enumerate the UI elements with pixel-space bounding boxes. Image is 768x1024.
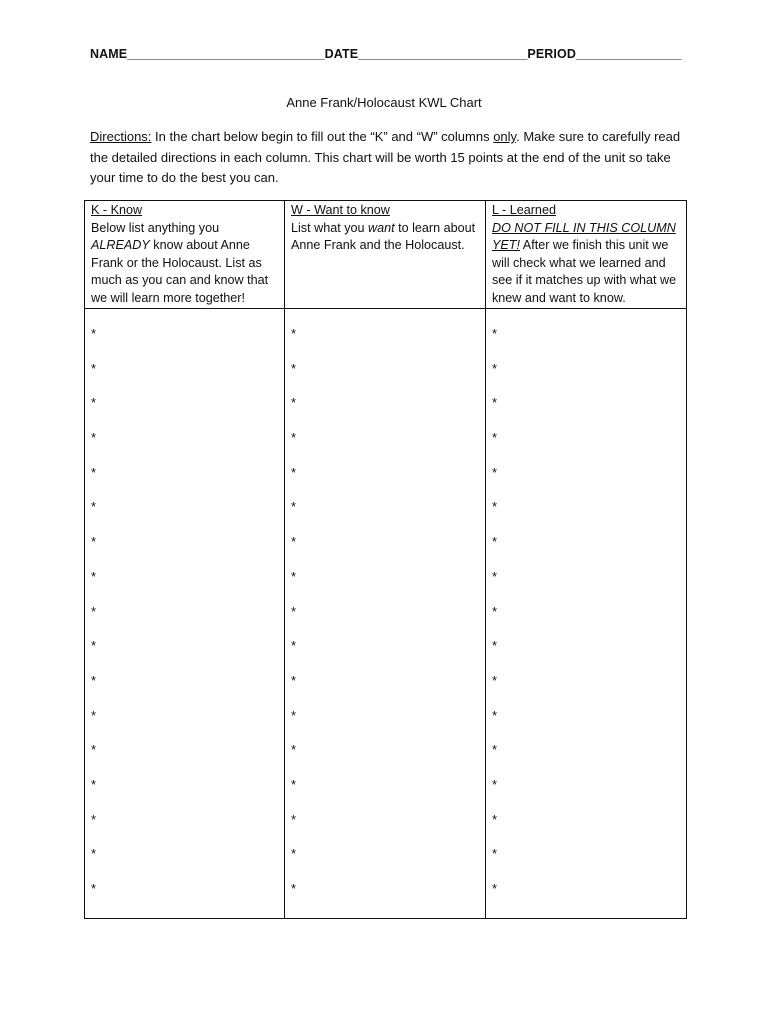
bullet-item[interactable]: * <box>291 707 297 723</box>
bullet-item[interactable]: * <box>492 464 498 480</box>
bullet-item[interactable]: * <box>91 881 97 896</box>
bullet-item[interactable]: * <box>492 568 498 584</box>
bullet-item[interactable]: * <box>492 846 498 862</box>
bullet-item[interactable]: * <box>291 568 297 584</box>
bullet-item[interactable]: * <box>291 846 297 862</box>
directions-text-2: . Make sure to carefully read the detailed directions in each column. This chart will be worth 15 points at the end of the unit so take your time to do the best you can. <box>90 129 681 185</box>
l-heading: L - Learned <box>492 203 556 217</box>
bullet-item[interactable]: * <box>291 464 297 480</box>
k-column-header <box>85 201 285 309</box>
bullet-item[interactable]: * <box>291 603 297 619</box>
w-bullet-list <box>291 327 479 917</box>
l-text: After we finish this unit we will check what we learned and see if it matches up with what we knew and want to know. <box>492 238 677 305</box>
bullet-item[interactable]: * <box>291 430 297 446</box>
bullet-item[interactable]: * <box>291 811 297 827</box>
w-column-header <box>285 201 486 309</box>
bullet-item[interactable]: * <box>492 811 498 827</box>
bullet-item[interactable]: * <box>91 534 97 550</box>
bullet-item[interactable]: * <box>492 742 498 758</box>
bullet-item[interactable]: * <box>91 776 97 792</box>
bullet-item[interactable]: * <box>291 638 297 654</box>
l-warning: DO NOT FILL IN THIS COLUMN YET! <box>492 220 676 252</box>
bullet-item[interactable]: * <box>291 499 297 515</box>
bullet-item[interactable]: * <box>91 811 97 827</box>
bullet-item[interactable]: * <box>291 672 297 688</box>
directions-text-1: In the chart below begin to fill out the “K” and “W” columns <box>151 129 494 144</box>
kwl-body-row <box>85 309 687 919</box>
bullet-item[interactable]: * <box>91 707 97 723</box>
directions-only: only <box>493 129 517 144</box>
bullet-item[interactable]: * <box>492 707 498 723</box>
kwl-header-row <box>85 201 687 309</box>
bullet-item[interactable]: * <box>492 326 498 341</box>
bullet-item[interactable]: * <box>291 742 297 758</box>
bullet-item[interactable]: * <box>492 499 498 515</box>
directions-paragraph <box>90 127 690 189</box>
bullet-item[interactable]: * <box>492 360 498 376</box>
bullet-item[interactable]: * <box>291 881 297 896</box>
bullet-item[interactable]: * <box>492 776 498 792</box>
k-text-2: know about Anne Frank or the Holocaust. List as much as you can and know that we will learn more together! <box>91 238 269 305</box>
bullet-item[interactable]: * <box>91 360 97 376</box>
bullet-item[interactable]: * <box>291 776 297 792</box>
w-heading: W - Want to know <box>291 203 390 217</box>
bullet-item[interactable]: * <box>492 881 498 896</box>
period-blank[interactable]: _______________ <box>575 47 682 61</box>
name-label: NAME <box>90 47 128 61</box>
w-text-1: List what you <box>291 220 369 235</box>
bullet-item[interactable]: * <box>91 568 97 584</box>
k-bullet-list <box>91 327 278 917</box>
w-want: want <box>368 220 395 235</box>
bullet-item[interactable]: * <box>291 534 297 550</box>
date-label: DATE <box>324 47 359 61</box>
bullet-item[interactable]: * <box>91 395 97 411</box>
bullet-item[interactable]: * <box>492 603 498 619</box>
bullet-item[interactable]: * <box>492 534 498 550</box>
date-blank[interactable]: ________________________ <box>358 47 528 61</box>
bullet-item[interactable]: * <box>91 326 97 341</box>
bullet-item[interactable]: * <box>492 638 498 654</box>
k-heading: K - Know <box>91 203 143 217</box>
bullet-item[interactable]: * <box>91 638 97 654</box>
student-info-line <box>90 47 682 61</box>
bullet-item[interactable]: * <box>91 846 97 862</box>
bullet-item[interactable]: * <box>91 672 97 688</box>
bullet-item[interactable]: * <box>91 499 97 515</box>
bullet-item[interactable]: * <box>291 326 297 341</box>
k-text-1: Below list anything you <box>91 220 220 235</box>
bullet-item[interactable]: * <box>492 395 498 411</box>
bullet-item[interactable]: * <box>291 360 297 376</box>
page-title: Anne Frank/Holocaust KWL Chart <box>286 95 482 110</box>
bullet-item[interactable]: * <box>291 395 297 411</box>
l-column-header <box>486 201 687 309</box>
k-already: ALREADY <box>91 238 150 252</box>
bullet-item[interactable]: * <box>91 603 97 619</box>
bullet-item[interactable]: * <box>492 672 498 688</box>
l-column-entries[interactable] <box>486 309 687 919</box>
bullet-item[interactable]: * <box>91 430 97 446</box>
k-column-entries[interactable] <box>85 309 285 919</box>
kwl-chart <box>84 200 687 919</box>
directions-label: Directions: <box>90 129 152 144</box>
bullet-item[interactable]: * <box>492 430 498 446</box>
name-blank[interactable]: ____________________________ <box>127 47 325 61</box>
period-label: PERIOD <box>527 47 576 61</box>
l-bullet-list <box>492 327 680 917</box>
w-column-entries[interactable] <box>285 309 486 919</box>
bullet-item[interactable]: * <box>91 742 97 758</box>
bullet-item[interactable]: * <box>91 464 97 480</box>
w-text-2: to learn about Anne Frank and the Holocaust. <box>291 220 476 252</box>
